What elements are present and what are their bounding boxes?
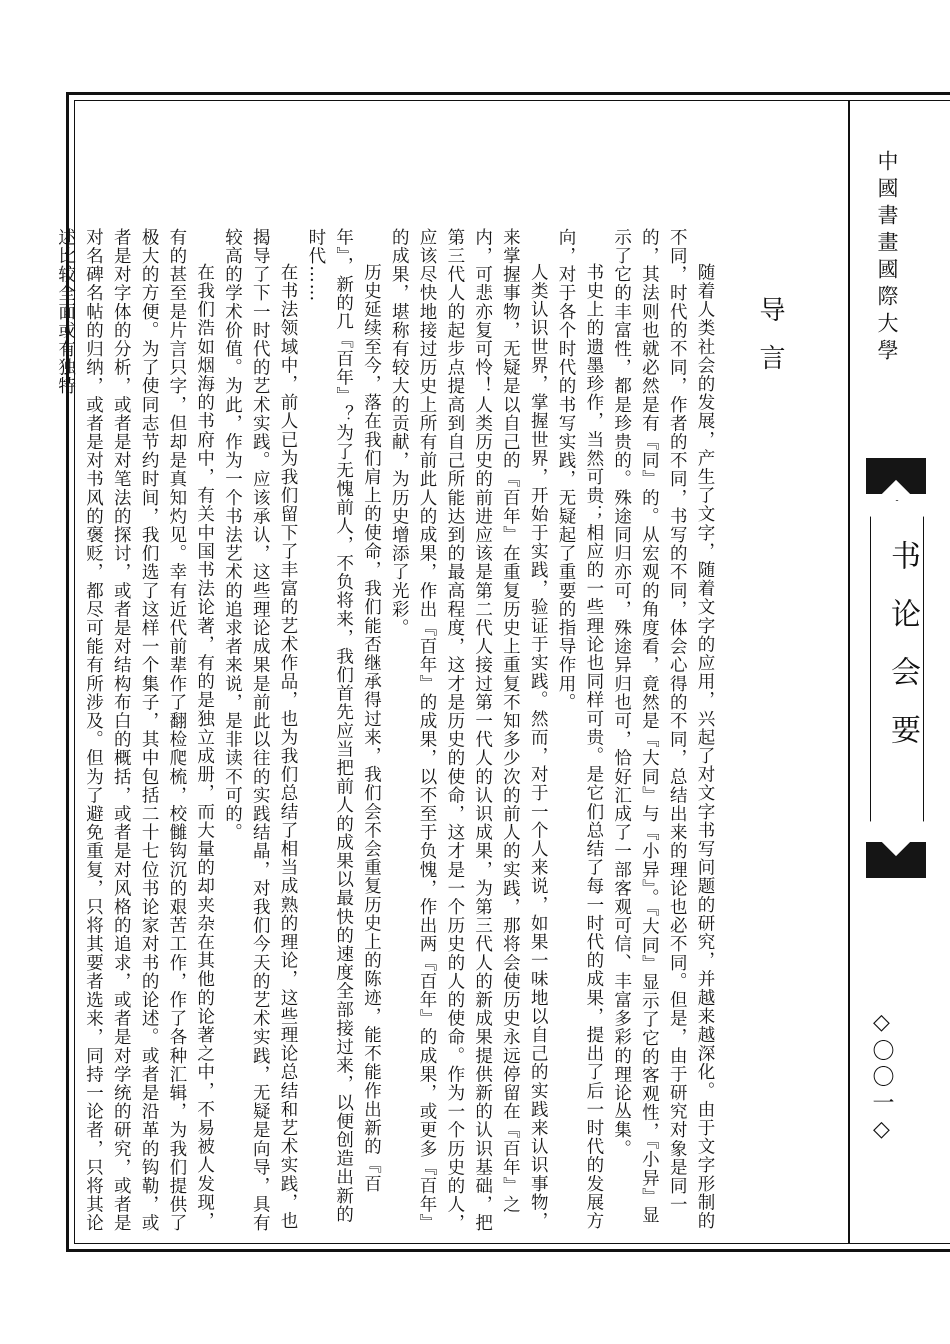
page-number: ◇〇〇一◇: [869, 1010, 894, 1146]
paragraph-6: 在我们浩如烟海的书府中，有关中国书法论著，有的是独立成册，而大量的却夹杂在其他的论著之中，不易被人发现，有的甚至是片言只字，但却是真知灼见。幸有近代前辈作了翻检爬梳，校雠钩沉的艰苦工作，作了各种汇辑，为我们提供了极大的方便。为了使同志节约时间，我们选了这样一个集子，其中包括二十七位书论家对书的论述。或者是沿革的钩勒，或者是对字体的分析，或者是对笔法的探讨，或者是对结构布白的概括，或者是对风格的追求，或者是对学统的研究，或者是对名碑名帖的归纳，或者是对书风的褒贬，都尽可能有所涉及。但为了避免重复，只将其要者选来，同持一论者，只将其论述比较全面或有独特: [55, 228, 215, 1233]
section-heading: 导言: [755, 296, 785, 392]
cartouche-bottom-bar: [866, 842, 926, 878]
publisher-name: 中國書畫國際大學: [875, 150, 899, 366]
margin-rule: [848, 100, 850, 1244]
paragraph-1: 随着人类社会的发展，产生了文字，随着文字的应用，兴起了对文字书写问题的研究，并越来越深化。由于文字形制的不同，时代的不同，作者的不同，书写的不同，体会心得的不同，总结出来的理论也必不同。但是，由于研究对象是同一的，其法则也就必然是有『同』的。从宏观的角度看，竟然是『大同』与『小异』。『大同』显示了它的客观性，『小异』显示了它的丰富性，都是珍贵的。殊途同归亦可，殊途异归也可，恰好汇成了一部客观可信、丰富多彩的理论丛集。: [611, 228, 715, 1231]
body-text: [55, 228, 718, 1238]
paragraph-4: 历史延续至今，落在我们肩上的使命，我们能否继承得过来，我们会不会重复历史上的陈迹，能不能作出新的『百年』，新的几『百年』？为了无愧前人，不负将来，我们首先应当把前人的成果以最快的速度全部接过来，以便创造出新的时代……: [305, 228, 382, 1224]
paragraph-5: 在书法领域中，前人已为我们留下了丰富的艺术作品，也为我们总结了相当成熟的理论，这些理论总结和艺术实践，也揭导了下一时代的艺术实践。应该承认，这些理论成果是前此以往的实践结晶，对我们今天的艺术实践，无疑是向导，具有较高的学术价值。为此，作为一个书法艺术的追求者来说，是非读不可的。: [222, 228, 299, 1233]
paragraph-3: 人类认识世界，掌握世界，开始于实践，验证于实践。然而，对于一个人来说，如果一味地以自己的实践来认识事物，来掌握事物，无疑是以自己的『百年』在重复历史上重复不知多少次的前人的实践，那将会使历史永远停留在『百年』之内，可悲亦复可怜！人类历史的前进应该是第二代人接过第一代人的认识成果，为第三代人的新成果提供新的认识基础，把第三代人的起步点提高到自己所能达到的最高程度，这才是历史的使命，这才是一个历史的人的使命。作为一个历史的人，应该尽快地接过历史上所有前此人的成果，作出『百年』的成果，以不至于负愧，作出两『百年』的成果，或更多『百年』的成果，堪称有较大的贡献，为历史增添了光彩。: [389, 228, 549, 1233]
cartouche-top-bar: [866, 458, 926, 494]
book-title: 书论会要: [885, 540, 920, 772]
paragraph-2: 书史上的遗墨珍作，当然可贵；相应的一些理论也同样可贵。是它们总结了每一时代的成果，提出了后一时代的发展方向，对于各个时代的书写实践，无疑起了重要的指导作用。: [556, 228, 604, 1231]
